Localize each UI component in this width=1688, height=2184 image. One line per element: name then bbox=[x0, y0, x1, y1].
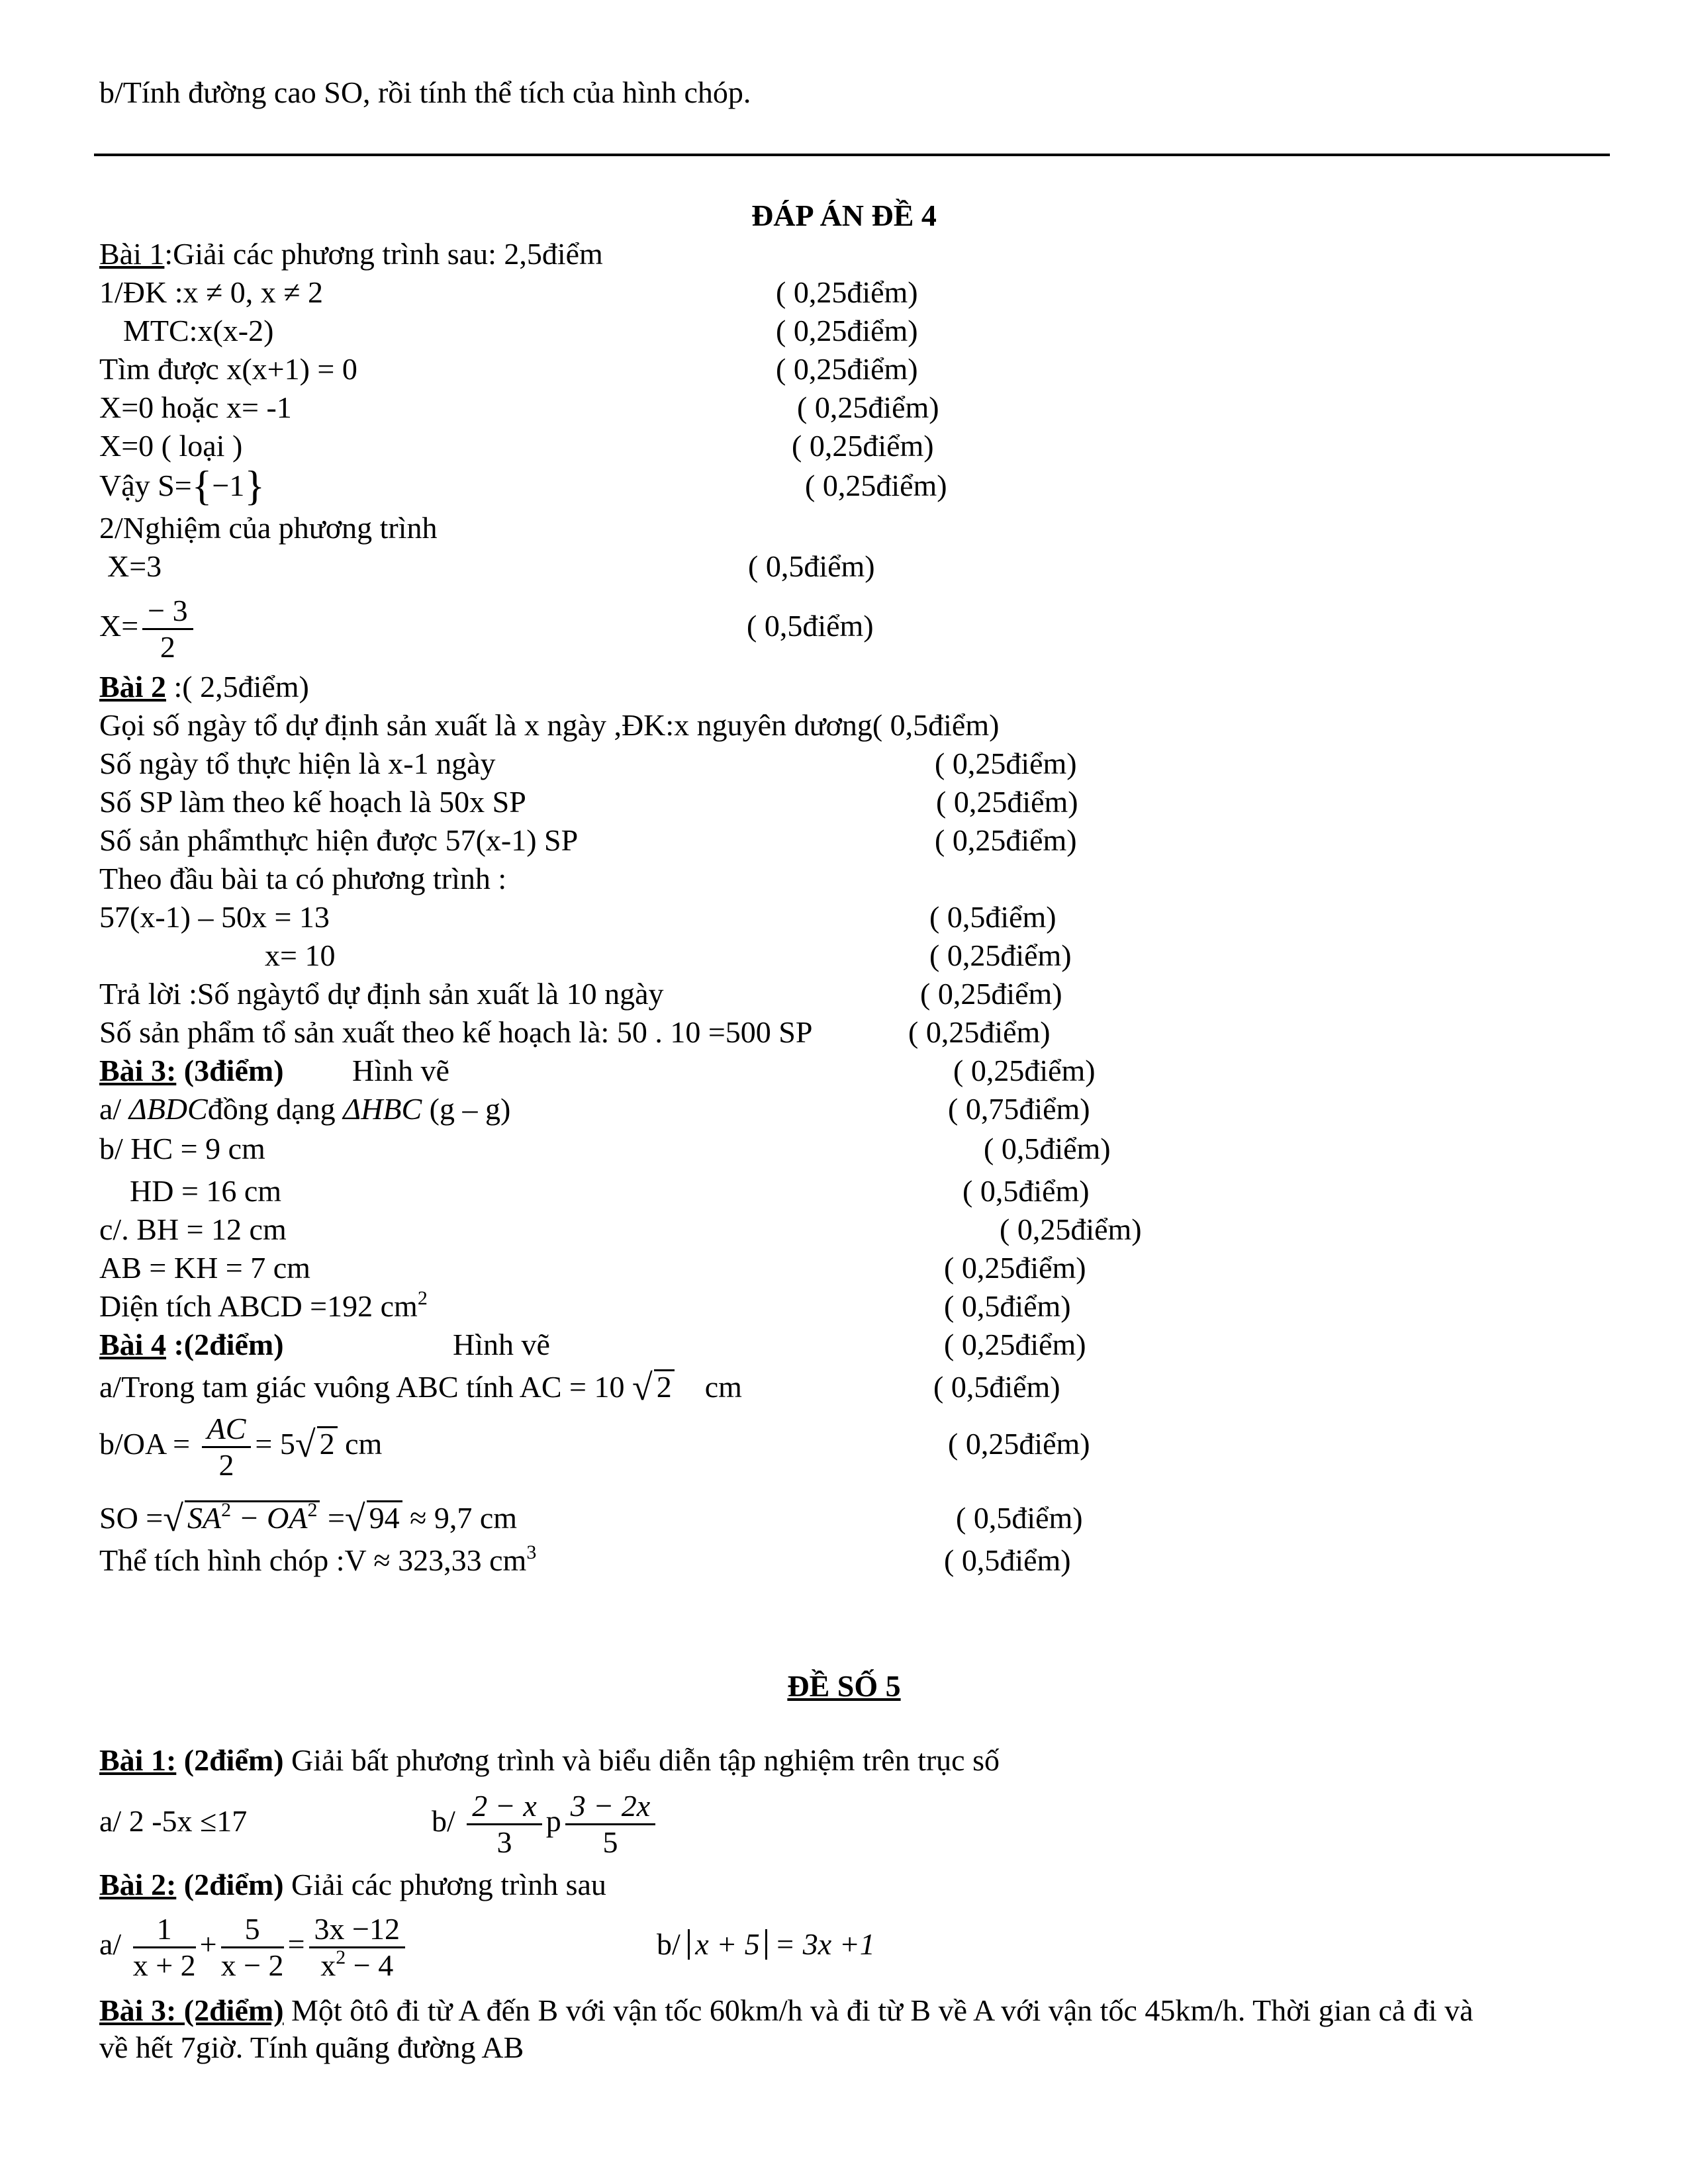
b1-l6-a: Vậy S= bbox=[99, 469, 192, 502]
de5-b3-line-1 bbox=[99, 1992, 1474, 2029]
de5-b2-heading bbox=[99, 1866, 606, 1903]
de5-b1-text: Giải bất phương trình và biểu diễn tập nghiệm trên trục số bbox=[283, 1743, 1000, 1777]
b2-heading-text: :( 2,5điểm) bbox=[165, 670, 309, 704]
b4-l2-a: b/OA = bbox=[99, 1427, 198, 1461]
den-b: − 4 bbox=[346, 1948, 394, 1982]
b2-heading-label: Bài 2 bbox=[99, 670, 166, 704]
frac-den: 2 bbox=[218, 1447, 234, 1482]
b2-point-4: ( 0,25điểm) bbox=[935, 823, 1077, 857]
fraction bbox=[221, 1912, 284, 1983]
b3-l1-t2: ΔHBC bbox=[343, 1092, 422, 1126]
b3-heading-points: (3điểm) bbox=[176, 1054, 284, 1087]
b3-line-3: HD = 16 cm bbox=[130, 1174, 282, 1208]
frac-den: x − 2 bbox=[220, 1948, 284, 1982]
de5-b1-b bbox=[432, 1780, 659, 1862]
b1-line-3: Tìm được x(x+1) = 0 bbox=[99, 352, 357, 386]
b4-l3-sup2: 2 bbox=[307, 1499, 318, 1521]
den-sup: 2 bbox=[336, 1946, 346, 1968]
frac-den: x + 2 bbox=[132, 1948, 196, 1982]
b2-point-7: ( 0,25điểm) bbox=[929, 938, 1072, 972]
b4-point-1: ( 0,5điểm) bbox=[933, 1370, 1060, 1404]
fraction bbox=[133, 1912, 196, 1983]
answer-title: ĐÁP ÁN ĐỀ 4 bbox=[751, 199, 937, 232]
sqrt-sign: √ bbox=[632, 1367, 653, 1408]
frac-num: 3 − 2x bbox=[565, 1789, 655, 1825]
b4-l3-r2: − OA bbox=[231, 1501, 308, 1535]
de5-b2-points: (2điểm) bbox=[176, 1868, 284, 1901]
b3-heading-figure: Hình vẽ bbox=[352, 1054, 449, 1087]
b4-l2-c: cm bbox=[337, 1427, 383, 1461]
b3-point-4: ( 0,25điểm) bbox=[1000, 1212, 1142, 1246]
frac-num: 1 bbox=[133, 1912, 196, 1948]
b3-l1-c: (g – g) bbox=[422, 1092, 511, 1126]
b1-heading-text: :Giải các phương trình sau: 2,5điểm bbox=[164, 237, 603, 271]
de5-title: ĐỀ SỐ 5 bbox=[787, 1669, 901, 1703]
b2-heading bbox=[99, 668, 309, 705]
de5-b2-a-label: a/ bbox=[99, 1927, 122, 1961]
b4-l1-b: cm bbox=[704, 1370, 742, 1404]
frac-den: 2 bbox=[160, 629, 175, 664]
b4-l4-sup: 3 bbox=[526, 1541, 537, 1563]
b4-point-2: ( 0,25điểm) bbox=[948, 1427, 1090, 1461]
fraction bbox=[142, 594, 193, 664]
b1-point-9: ( 0,5điểm) bbox=[747, 609, 874, 643]
b4-line-2 bbox=[99, 1403, 382, 1486]
frac-num: AC bbox=[202, 1412, 252, 1448]
frac-den: 5 bbox=[602, 1825, 618, 1859]
de5-b3-label: Bài 3: (2điểm) bbox=[99, 1993, 284, 2027]
b4-l4-a: Thể tích hình chóp :V ≈ 323,33 cm bbox=[99, 1543, 527, 1577]
b1-heading bbox=[99, 236, 603, 273]
b4-l3-c: ≈ 9,7 cm bbox=[402, 1501, 518, 1535]
b1-l1-c: 2 bbox=[308, 275, 323, 309]
b1-point-6: ( 0,25điểm) bbox=[805, 469, 947, 502]
b1-l9-a: X= bbox=[99, 609, 139, 643]
b3-line-5: AB = KH = 7 cm bbox=[99, 1251, 310, 1285]
b4-heading-figure: Hình vẽ bbox=[453, 1328, 550, 1361]
b2-line-3: Số SP làm theo kế hoạch là 50x SP bbox=[99, 785, 526, 819]
b4-heading-points: :(2điểm) bbox=[165, 1328, 284, 1361]
de5-b1-mid: p bbox=[545, 1804, 561, 1838]
b4-point-3: ( 0,5điểm) bbox=[956, 1501, 1083, 1535]
frac-den bbox=[309, 1948, 405, 1983]
b1-line-6 bbox=[99, 462, 265, 509]
fraction bbox=[565, 1789, 655, 1860]
de5-b2-a bbox=[99, 1903, 409, 1985]
b1-point-8: ( 0,5điểm) bbox=[748, 549, 875, 583]
b4-l2-b: = 5 bbox=[255, 1427, 295, 1461]
sqrt-sign: √ bbox=[295, 1424, 316, 1465]
b2-line-6: 57(x-1) – 50x = 13 bbox=[99, 900, 330, 934]
den-a: x bbox=[320, 1948, 336, 1982]
de5-b2-rhs: = 3x +1 bbox=[774, 1927, 875, 1961]
de5-b2-b bbox=[657, 1926, 875, 1963]
de5-b1-heading bbox=[99, 1742, 1000, 1779]
b2-line-1: Gọi số ngày tổ dự định sản xuất là x ngày ,ĐK:x nguyên dương( 0,5điểm) bbox=[99, 708, 1000, 742]
b3-line-4: c/. BH = 12 cm bbox=[99, 1212, 287, 1246]
de5-b3-line-2: về hết 7giờ. Tính quãng đường AB bbox=[99, 2030, 524, 2064]
b1-l1-sym1: ≠ bbox=[206, 275, 223, 309]
b1-line-4: X=0 hoặc x= -1 bbox=[99, 390, 292, 424]
b1-line-8: X=3 bbox=[107, 549, 162, 583]
b1-line-5: X=0 ( loại ) bbox=[99, 429, 243, 463]
b3-l1-a: a/ bbox=[99, 1092, 129, 1126]
b3-line-2: b/ HC = 9 cm bbox=[99, 1132, 265, 1165]
b3-heading bbox=[99, 1052, 284, 1089]
b3-heading-label: Bài 3: bbox=[99, 1054, 177, 1087]
de5-b3-text: Một ôtô đi từ A đến B với vận tốc 60km/h và đi từ B về A với vận tốc 45km/h. Thời gian cả đi và bbox=[283, 1993, 1474, 2027]
b3-point-1: ( 0,75điểm) bbox=[948, 1092, 1090, 1126]
b1-l1-a: 1/ĐK :x bbox=[99, 275, 199, 309]
b1-l1-sym2: ≠ bbox=[283, 275, 301, 309]
b4-heading bbox=[99, 1326, 284, 1363]
b3-l1-b: đồng dạng bbox=[207, 1092, 344, 1126]
divider bbox=[94, 154, 1610, 156]
b1-heading-label: Bài 1 bbox=[99, 237, 165, 271]
b2-line-5: Theo đầu bài ta có phương trình : bbox=[99, 862, 507, 895]
b1-point-4: ( 0,25điểm) bbox=[797, 390, 939, 424]
sqrt-sign: √ bbox=[344, 1498, 365, 1539]
b2-point-9: ( 0,25điểm) bbox=[908, 1015, 1051, 1049]
b4-l1-a: a/Trong tam giác vuông ABC tính AC = 10 bbox=[99, 1370, 625, 1404]
de5-b2-b-label: b/ bbox=[657, 1927, 680, 1961]
b3-point-5: ( 0,25điểm) bbox=[944, 1251, 1086, 1285]
b3-line-6 bbox=[99, 1288, 428, 1325]
de5-b2-label: Bài 2: bbox=[99, 1868, 177, 1901]
b1-point-3: ( 0,25điểm) bbox=[776, 352, 918, 386]
frac-num: 3x −12 bbox=[309, 1912, 405, 1948]
b2-line-8: Trả lời :Số ngàytổ dự định sản xuất là 10 ngày bbox=[99, 977, 664, 1011]
b2-point-3: ( 0,25điểm) bbox=[936, 785, 1078, 819]
de5-b2-eq: = bbox=[287, 1927, 305, 1961]
fraction bbox=[202, 1412, 252, 1482]
b1-point-2: ( 0,25điểm) bbox=[776, 314, 918, 347]
b4-l3-radicand bbox=[185, 1500, 320, 1534]
b4-l3-b: = bbox=[320, 1501, 345, 1535]
brace-open: { bbox=[191, 462, 212, 509]
b3-l6-sup: 2 bbox=[417, 1287, 428, 1309]
brace-close: } bbox=[244, 462, 265, 509]
b1-line-2: MTC:x(x-2) bbox=[123, 314, 274, 347]
b3-point-2: ( 0,5điểm) bbox=[984, 1132, 1111, 1165]
de5-b1-a: a/ 2 -5x ≤17 bbox=[99, 1804, 248, 1838]
b1-l6-set: −1 bbox=[212, 469, 245, 502]
b4-line-3 bbox=[99, 1500, 517, 1537]
top-line: b/Tính đường cao SO, rồi tính thể tích của hình chóp. bbox=[99, 75, 751, 109]
b4-point-0: ( 0,25điểm) bbox=[944, 1328, 1086, 1361]
frac-num: 2 − x bbox=[467, 1789, 541, 1825]
b4-l3-radicand-2: 94 bbox=[367, 1500, 402, 1534]
b4-l1-radicand: 2 bbox=[654, 1369, 675, 1403]
b3-l1-t1: ΔBDC bbox=[128, 1092, 208, 1126]
b1-point-5: ( 0,25điểm) bbox=[792, 429, 934, 463]
fraction bbox=[467, 1789, 541, 1860]
b3-point-6: ( 0,5điểm) bbox=[944, 1289, 1071, 1323]
abs-value: x + 5 bbox=[688, 1929, 767, 1960]
frac-den: 3 bbox=[496, 1825, 512, 1859]
frac-num: − 3 bbox=[142, 594, 193, 630]
b1-line-7: 2/Nghiệm của phương trình bbox=[99, 511, 438, 545]
b4-line-4 bbox=[99, 1542, 536, 1579]
frac-num: 5 bbox=[221, 1912, 284, 1948]
sqrt-sign: √ bbox=[163, 1498, 183, 1539]
b2-line-2: Số ngày tổ thực hiện là x-1 ngày bbox=[99, 747, 496, 780]
de5-b1-label: Bài 1: bbox=[99, 1743, 177, 1777]
de5-b2-plus: + bbox=[199, 1927, 217, 1961]
b1-line-9 bbox=[99, 586, 197, 666]
b3-point-3: ( 0,5điểm) bbox=[962, 1174, 1090, 1208]
b4-heading-label: Bài 4 bbox=[99, 1328, 166, 1361]
b2-point-2: ( 0,25điểm) bbox=[935, 747, 1077, 780]
b3-line-1 bbox=[99, 1091, 510, 1128]
b4-point-4: ( 0,5điểm) bbox=[944, 1543, 1071, 1577]
b4-line-1 bbox=[99, 1369, 742, 1406]
b2-line-4: Số sản phẩmthực hiện được 57(x-1) SP bbox=[99, 823, 579, 857]
de5-b1-points: (2điểm) bbox=[176, 1743, 284, 1777]
b4-l2-radicand: 2 bbox=[317, 1426, 338, 1460]
b2-line-9: Số sản phẩm tổ sản xuất theo kế hoạch là: 50 . 10 =500 SP bbox=[99, 1015, 813, 1049]
b2-point-6: ( 0,5điểm) bbox=[929, 900, 1056, 934]
b4-l3-r1: SA bbox=[187, 1501, 222, 1535]
de5-b1-b-label: b/ bbox=[432, 1804, 455, 1838]
b4-l3-sup1: 2 bbox=[221, 1499, 232, 1521]
b2-point-8: ( 0,25điểm) bbox=[920, 977, 1062, 1011]
b2-line-7: x= 10 bbox=[265, 938, 336, 972]
b1-point-1: ( 0,25điểm) bbox=[776, 275, 918, 309]
de5-b2-text: Giải các phương trình sau bbox=[283, 1868, 606, 1901]
b3-l6-a: Diện tích ABCD =192 cm bbox=[99, 1289, 418, 1323]
b1-line-1 bbox=[99, 274, 323, 311]
b1-l1-b: 0, x bbox=[230, 275, 276, 309]
b3-point-0: ( 0,25điểm) bbox=[953, 1054, 1096, 1087]
fraction bbox=[309, 1912, 405, 1983]
b4-l3-a: SO = bbox=[99, 1501, 164, 1535]
